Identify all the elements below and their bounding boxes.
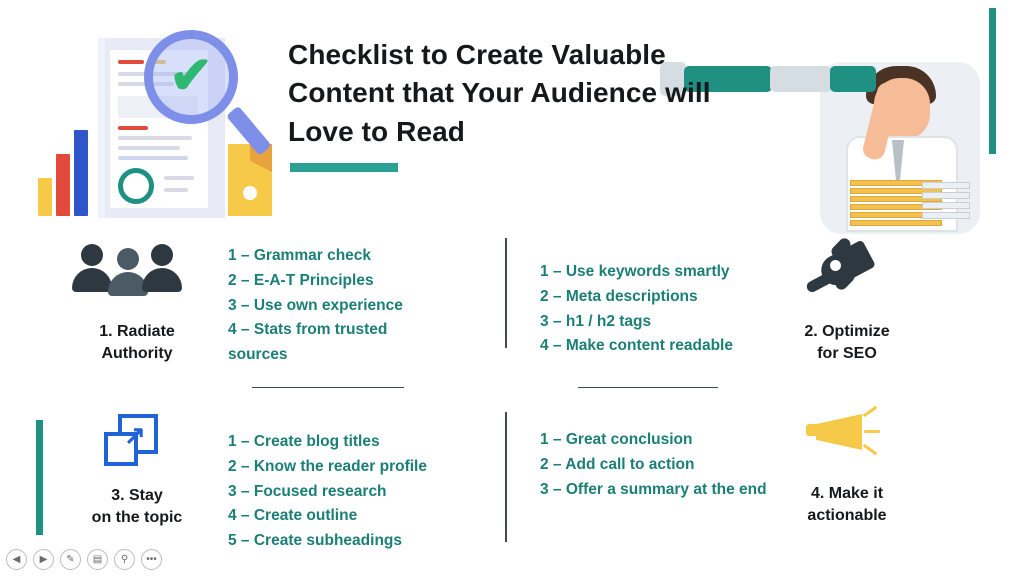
list-item: 1 – Great conclusion [540,431,693,448]
list-item: 4 – Create outline [228,507,358,525]
list-item: 3 – Use own experience [228,296,403,314]
title-underline [290,163,398,172]
bar-chart-icon [38,130,96,216]
next-slide-button[interactable]: ▶ [33,549,54,570]
more-options-button[interactable]: ••• [141,549,162,570]
quadrant-4-label-line2: actionable [807,506,887,524]
quadrant-3-label-line1: 3. Stay [111,487,163,504]
folder-dot [243,186,257,200]
list-item: 2 – Meta descriptions [540,287,698,305]
quadrant-1-label-line1: 1. Radiate [99,323,175,340]
list-item: 5 – Create subheadings [228,532,403,550]
quadrant-3-label [62,485,212,528]
quadrant-3-items [228,430,468,554]
quadrant-3-label-line2: on the topic [91,508,183,526]
focus-square-arrow-icon: ↗ [100,412,170,474]
document-illustration [36,24,276,224]
list-item: 3 – Focused research [228,482,387,500]
list-item: 2 – E-A-T Principles [228,271,374,289]
quadrant-1-label-line2: Authority [101,344,173,362]
pen-tool-button[interactable]: ✎ [60,549,81,570]
people-group-icon [72,236,182,292]
divider-horizontal-right [578,387,718,388]
list-item: 2 – Know the reader profile [228,457,427,475]
list-item: 1 – Grammar check [228,247,372,264]
megaphone-icon [800,408,884,464]
quadrant-4-label-line1: 4. Make it [810,485,884,502]
list-item: 4 – Stats from trusted sources [228,321,388,364]
books-stack [850,180,970,236]
divider-horizontal-left [252,387,404,388]
accent-bar-right [989,8,996,154]
zoom-button[interactable]: ⚲ [114,549,135,570]
list-item: 2 – Add call to action [540,455,695,473]
quadrant-1-label [62,321,212,364]
quadrant-4-label [772,483,922,526]
quadrant-2-label-line1: 2. Optimize [804,323,890,340]
slide-overview-button[interactable]: ▤ [87,549,108,570]
list-item: 4 – Make content readable [540,337,733,355]
quadrant-2-label [772,321,922,364]
list-item: 1 – Create blog titles [228,433,380,450]
slide-title: Checklist to Create Valuable Content that Your Audience will Love to Read [288,39,711,147]
quadrant-2-label-line2: for SEO [817,344,877,362]
quadrant-4-items [540,428,768,502]
divider-vertical-top [505,238,507,348]
list-item: 3 – h1 / h2 tags [540,312,652,330]
rocket-icon [800,244,890,310]
quadrant-1-items [228,244,448,368]
checkmark-icon: ✔ [169,47,213,105]
list-item: 3 – Offer a summary at the end [540,480,767,498]
list-item: 1 – Use keywords smartly [540,263,730,280]
divider-vertical-bottom [505,412,507,542]
previous-slide-button[interactable]: ◀ [6,549,27,570]
quadrant-2-items [540,260,780,359]
accent-bar-left-bottom [36,420,43,535]
slide-toolbar[interactable] [6,549,162,570]
